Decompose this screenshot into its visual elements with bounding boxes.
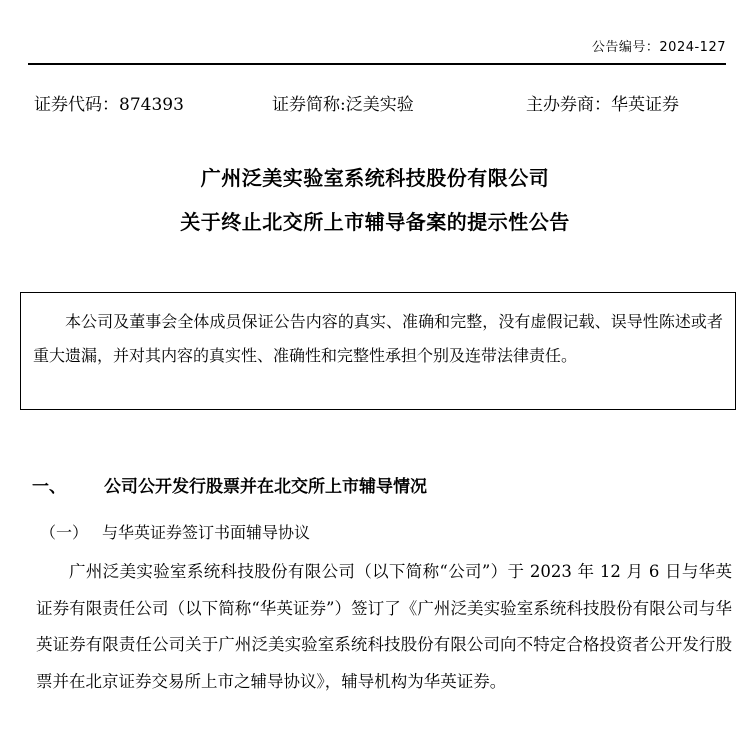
- security-info-row: [34, 90, 722, 116]
- stock-abbreviation: 证券简称:泛美实验: [272, 95, 414, 115]
- body-paragraph: 广州泛美实验室系统科技股份有限公司（以下简称“公司”）于 2023 年 12 月 6 日与华英证券有限责任公司（以下简称“华英证券”）签订了《广州泛美实验室系统科技股份有限公司与华英证券有限责任公司关于广州泛美实验室系统科技股份有限公司向不特定合格投资者公开发行股票并在北京证券交易所上市之辅导协议》，辅导机构为华英证券。: [36, 562, 732, 691]
- sponsoring-broker: 主办券商：华英证券: [526, 95, 679, 115]
- subsection-title: 与华英证券签订书面辅导协议: [102, 523, 311, 542]
- notice-number: 公告编号：2024-127: [591, 40, 726, 55]
- disclaimer-text: 本公司及董事会全体成员保证公告内容的真实、准确和完整，没有虚假记载、误导性陈述或者重大遗漏，并对其内容的真实性、准确性和完整性承担个别及连带法律责任。: [33, 312, 723, 365]
- subsection-heading-1: [40, 520, 310, 543]
- company-title: 广州泛美实验室系统科技股份有限公司: [200, 166, 550, 190]
- stock-code: 证券代码：874393: [34, 95, 184, 115]
- section-title: 公司公开发行股票并在北交所上市辅导情况: [104, 477, 427, 497]
- announcement-title: 关于终止北交所上市辅导备案的提示性公告: [180, 210, 570, 234]
- subsection-number: （一）: [40, 523, 89, 542]
- header-rule: [28, 63, 726, 65]
- disclaimer-box: [20, 292, 736, 410]
- section-number: 一、: [32, 477, 66, 497]
